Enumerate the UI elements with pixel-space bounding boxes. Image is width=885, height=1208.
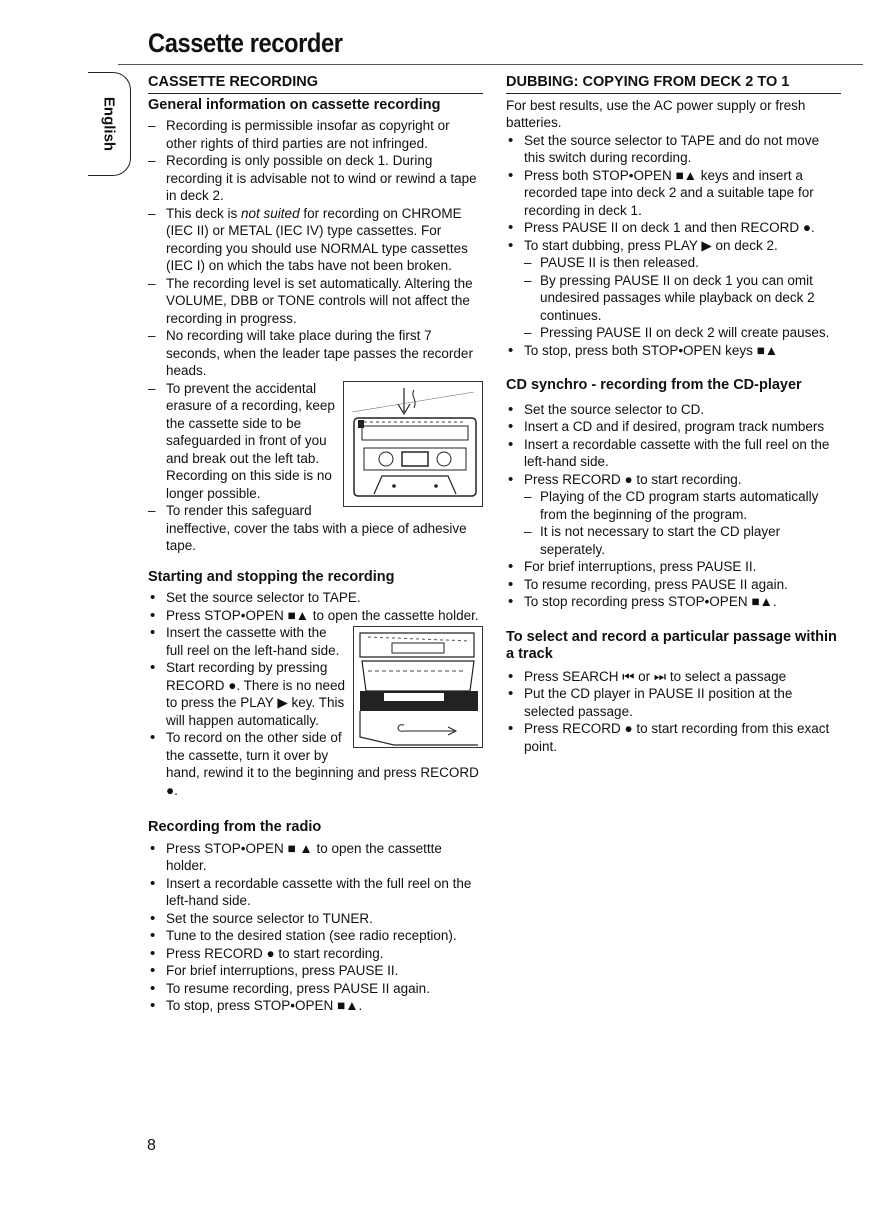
list-item bbox=[506, 237, 841, 342]
sub-list-item: – It is not necessary to start the CD player seperately. bbox=[524, 523, 841, 558]
list-item: • Set the source selector to CD. bbox=[506, 401, 841, 419]
left-column bbox=[148, 74, 483, 1015]
list-item: – No recording will take place during the first 7 seconds, when the leader tape passes the recorder heads. bbox=[148, 327, 483, 380]
list-item: • Insert a recordable cassette with the full reel on the left-hand side. bbox=[506, 436, 841, 471]
cassette-tab-illustration bbox=[344, 382, 482, 506]
list-item bbox=[148, 205, 483, 275]
page-title: Cassette recorder bbox=[148, 28, 343, 58]
list-item bbox=[506, 471, 841, 559]
radio-recording-list bbox=[148, 840, 483, 1015]
list-item: • Press RECORD ● to start recording. bbox=[148, 945, 483, 963]
top-rule bbox=[118, 64, 863, 65]
list-item: • Start recording by pressing RECORD ●. There is no need to press the PLAY ▶ key. This will happen automatically. bbox=[148, 659, 483, 729]
list-item: • To stop, press STOP•OPEN ■▲. bbox=[148, 997, 483, 1015]
list-item: • To stop recording press STOP•OPEN ■▲. bbox=[506, 593, 841, 611]
list-item: • To record on the other side of the cassette, turn it over by hand, rewind it to the beginning and press RECORD ●. bbox=[148, 729, 483, 799]
sub-list-item: – Playing of the CD program starts automatically from the beginning of the program. bbox=[524, 488, 841, 523]
start-stop-list bbox=[148, 589, 483, 799]
list-item: • Press STOP•OPEN ■▲ to open the cassette holder. bbox=[148, 607, 483, 625]
list-item: – Recording is only possible on deck 1. During recording it is advisable not to wind or rewind a tape in deck 2. bbox=[148, 152, 483, 205]
sub-list-item: – Pressing PAUSE II on deck 2 will create pauses. bbox=[524, 324, 841, 342]
list-item: – The recording level is set automatically. Altering the VOLUME, DBB or TONE controls will not affect the recording in progress. bbox=[148, 275, 483, 328]
list-item: • Press RECORD ● to start recording from this exact point. bbox=[506, 720, 841, 755]
start-stop-title: Starting and stopping the recording bbox=[148, 568, 395, 585]
list-item: • Press both STOP•OPEN ■▲ keys and insert a recorded tape into deck 2 and a suitable tape for recording in deck 1. bbox=[506, 167, 841, 220]
list-item-text: To start dubbing, press PLAY ▶ on deck 2. bbox=[524, 237, 778, 253]
list-item: • To resume recording, press PAUSE II again. bbox=[506, 576, 841, 594]
general-info-list bbox=[148, 117, 483, 555]
list-item: • To resume recording, press PAUSE II again. bbox=[148, 980, 483, 998]
list-item: • Press STOP•OPEN ■ ▲ to open the cassettte holder. bbox=[148, 840, 483, 875]
list-item: • Set the source selector to TAPE. bbox=[148, 589, 483, 607]
section-title-dubbing: DUBBING: COPYING FROM DECK 2 TO 1 bbox=[506, 74, 841, 94]
cassette-tab-figure bbox=[343, 381, 483, 507]
list-item: – Recording is permissible insofar as copyright or other rights of third parties are not infringed. bbox=[148, 117, 483, 152]
page-number: 8 bbox=[147, 1137, 156, 1154]
list-item: • Press SEARCH ⏮ or ⏭ to select a passage bbox=[506, 668, 841, 686]
dubbing-list bbox=[506, 132, 841, 360]
dubbing-sub-list bbox=[524, 254, 841, 342]
general-info-title: General information on cassette recording bbox=[148, 96, 441, 113]
section-title-cassette-recording: CASSETTE RECORDING bbox=[148, 74, 483, 94]
suited-post: for recording on CHROME (IEC II) or METAL (IEC IV) type cassettes. For recording you should use NORMAL type cassettes (IEC I) on which the tabs have not been broken. bbox=[166, 205, 468, 273]
sub-list-item: – PAUSE II is then released. bbox=[524, 254, 841, 272]
cd-synchro-title: CD synchro - recording from the CD-player bbox=[506, 377, 802, 393]
dubbing-intro: For best results, use the AC power supply or fresh batteries. bbox=[506, 97, 806, 130]
suited-em: not suited bbox=[241, 205, 300, 221]
list-item: • Set the source selector to TUNER. bbox=[148, 910, 483, 928]
suited-pre: This deck is bbox=[166, 205, 242, 221]
list-item: • To stop, press both STOP•OPEN keys ■▲ bbox=[506, 342, 841, 360]
list-item: • Insert a CD and if desired, program track numbers bbox=[506, 418, 841, 436]
list-item-text: Insert the cassette with the full reel on the left-hand side. bbox=[166, 625, 340, 658]
list-item: • Press PAUSE II on deck 1 and then RECORD ●. bbox=[506, 219, 841, 237]
list-item bbox=[148, 624, 483, 659]
list-item: – To render this safeguard ineffective, cover the tabs with a piece of adhesive tape. bbox=[148, 502, 483, 555]
cd-synchro-list bbox=[506, 401, 841, 611]
list-item bbox=[148, 380, 483, 503]
list-item: • Set the source selector to TAPE and do not move this switch during recording. bbox=[506, 132, 841, 167]
list-item-text: To prevent the accidental erasure of a recording, keep the cassette side to be safeguarded in front of you and break out the left tab. Recording on this side is no longer possible. bbox=[166, 380, 335, 501]
list-item: • Tune to the desired station (see radio reception). bbox=[148, 927, 483, 945]
cd-sub-list bbox=[524, 488, 841, 558]
list-item-text: Press RECORD ● to start recording. bbox=[524, 471, 742, 487]
list-item: • For brief interruptions, press PAUSE II. bbox=[506, 558, 841, 576]
select-passage-title: To select and record a particular passage within a track bbox=[506, 628, 837, 662]
list-item: • Insert a recordable cassette with the full reel on the left-hand side. bbox=[148, 875, 483, 910]
list-item: • For brief interruptions, press PAUSE II. bbox=[148, 962, 483, 980]
language-tab-label: English bbox=[100, 96, 118, 152]
list-item: • Put the CD player in PAUSE II position at the selected passage. bbox=[506, 685, 841, 720]
radio-recording-title: Recording from the radio bbox=[148, 819, 322, 835]
select-passage-list bbox=[506, 668, 841, 756]
right-column bbox=[506, 74, 841, 755]
sub-list-item: – By pressing PAUSE II on deck 1 you can omit undesired passages while playback on deck 2 continues. bbox=[524, 272, 841, 325]
